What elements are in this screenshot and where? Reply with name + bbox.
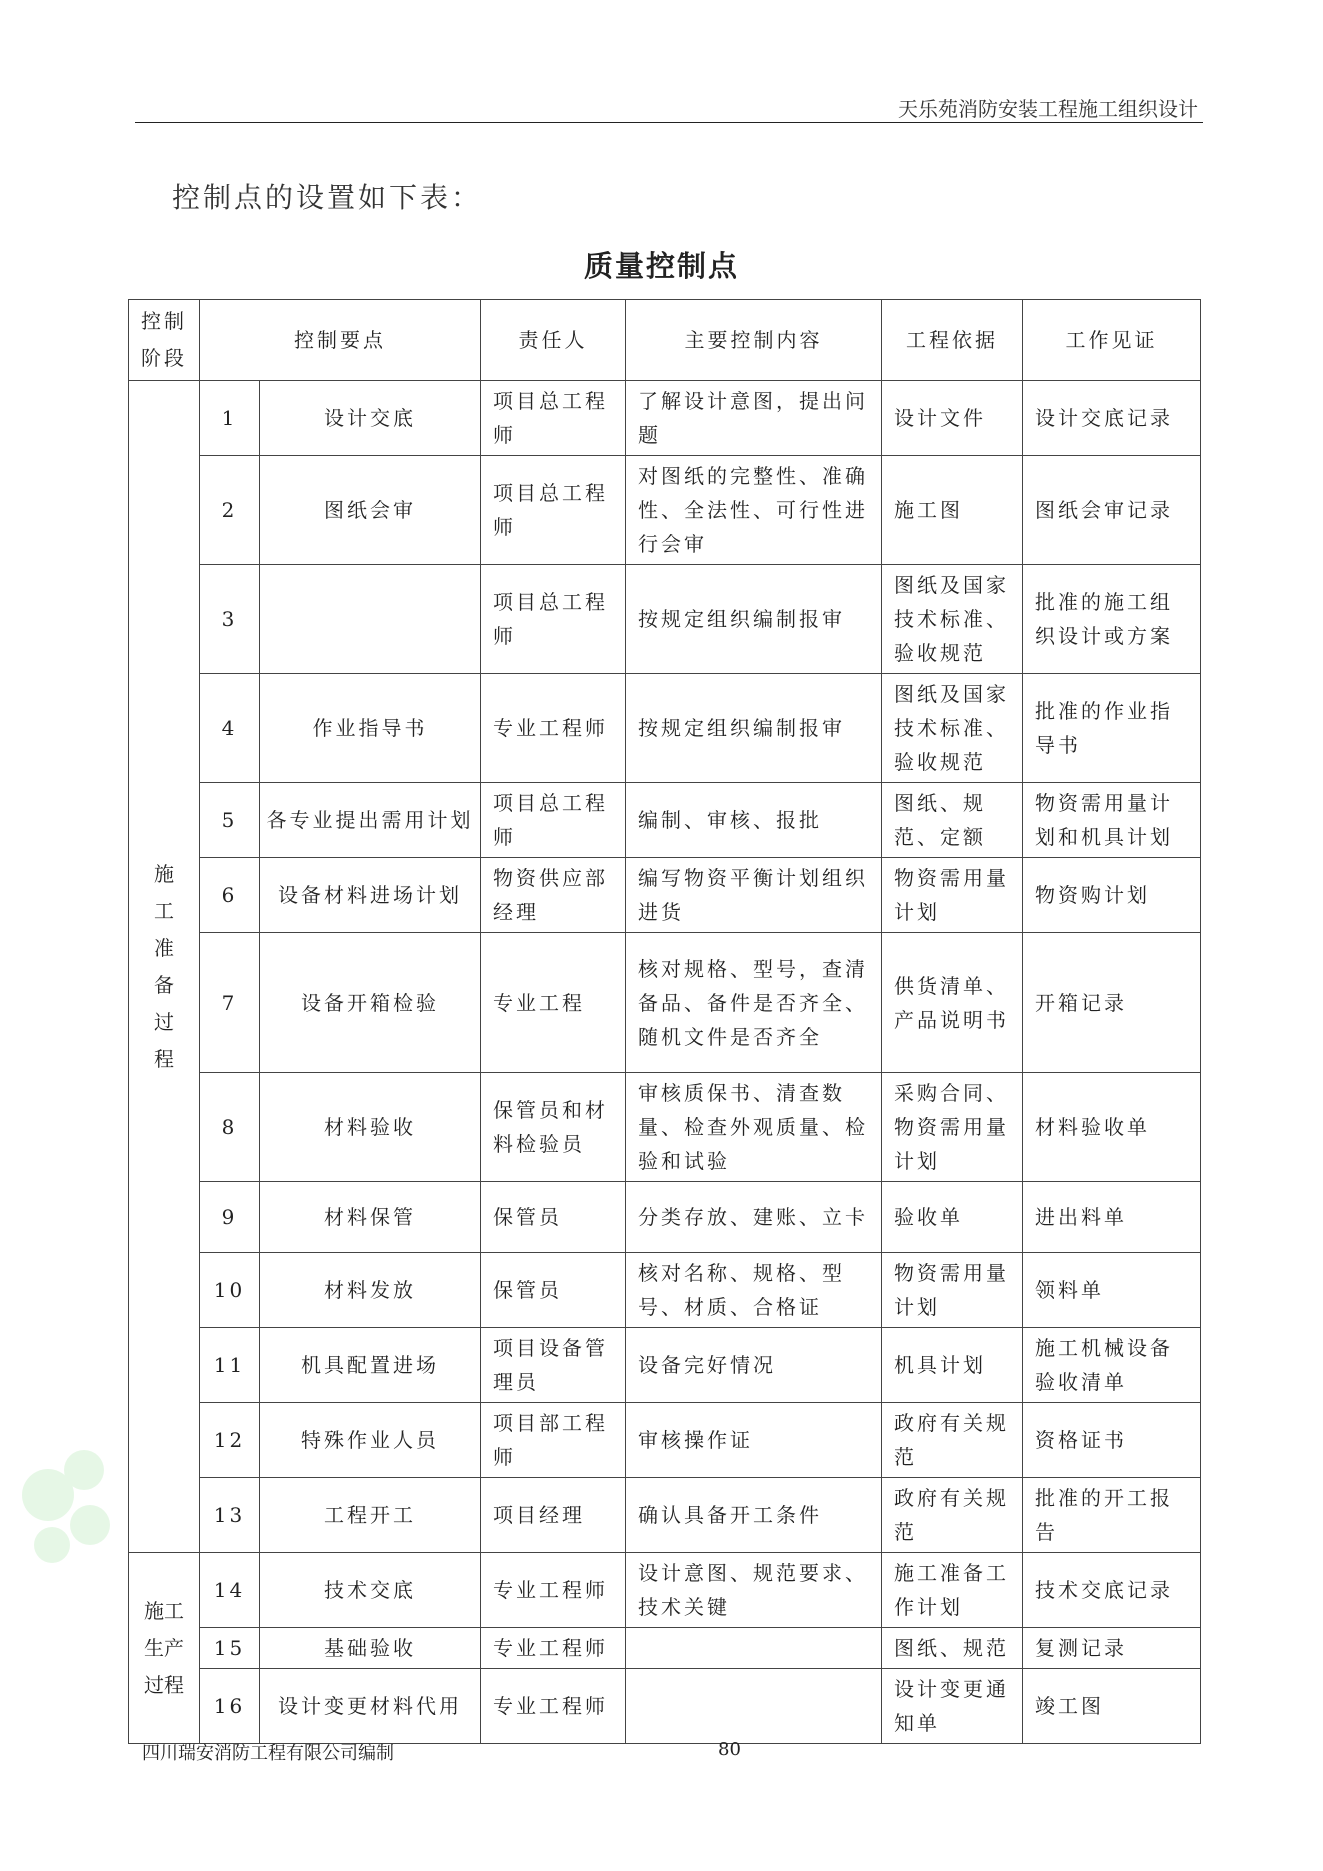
work-evidence: 批准的施工组织设计或方案 <box>1023 565 1201 674</box>
control-content: 审核质保书、清查数量、检查外观质量、检验和试验 <box>626 1073 882 1182</box>
row-number: 3 <box>200 565 260 674</box>
row-number: 4 <box>200 674 260 783</box>
engineering-basis: 机具计划 <box>882 1328 1023 1403</box>
responsible-person: 项目设备管理员 <box>481 1328 626 1403</box>
work-evidence: 领料单 <box>1023 1253 1201 1328</box>
row-number: 6 <box>200 858 260 933</box>
header-content: 主要控制内容 <box>626 300 882 381</box>
responsible-person: 项目总工程师 <box>481 565 626 674</box>
responsible-person: 专业工程师 <box>481 674 626 783</box>
work-evidence: 批准的开工报告 <box>1023 1478 1201 1553</box>
header-title: 天乐苑消防安装工程施工组织设计 <box>898 97 1198 121</box>
control-point: 材料保管 <box>260 1182 481 1253</box>
control-point: 工程开工 <box>260 1478 481 1553</box>
table-row <box>129 1328 1201 1403</box>
work-evidence: 施工机械设备验收清单 <box>1023 1328 1201 1403</box>
control-point: 基础验收 <box>260 1628 481 1669</box>
header-evidence: 工作见证 <box>1023 300 1201 381</box>
row-number: 13 <box>200 1478 260 1553</box>
control-content: 确认具备开工条件 <box>626 1478 882 1553</box>
control-point <box>260 565 481 674</box>
work-evidence: 物资购计划 <box>1023 858 1201 933</box>
row-number: 12 <box>200 1403 260 1478</box>
work-evidence: 技术交底记录 <box>1023 1553 1201 1628</box>
table-row <box>129 1553 1201 1628</box>
table-row <box>129 381 1201 456</box>
control-content: 核对名称、规格、型号、材质、合格证 <box>626 1253 882 1328</box>
responsible-person: 项目经理 <box>481 1478 626 1553</box>
control-point: 材料发放 <box>260 1253 481 1328</box>
control-point: 材料验收 <box>260 1073 481 1182</box>
row-number: 16 <box>200 1669 260 1744</box>
responsible-person: 保管员 <box>481 1253 626 1328</box>
engineering-basis: 验收单 <box>882 1182 1023 1253</box>
control-content: 设备完好情况 <box>626 1328 882 1403</box>
control-content: 审核操作证 <box>626 1403 882 1478</box>
control-content: 按规定组织编制报审 <box>626 565 882 674</box>
table-row <box>129 1478 1201 1553</box>
responsible-person: 专业工程 <box>481 933 626 1073</box>
control-point: 机具配置进场 <box>260 1328 481 1403</box>
stage-cell-preparation: 施工准备过程 <box>129 381 200 1553</box>
table-row <box>129 674 1201 783</box>
footer-company: 四川瑞安消防工程有限公司编制 <box>142 1743 394 1764</box>
table-row <box>129 783 1201 858</box>
control-point: 图纸会审 <box>260 456 481 565</box>
row-number: 2 <box>200 456 260 565</box>
control-content: 对图纸的完整性、准确性、全法性、可行性进行会审 <box>626 456 882 565</box>
control-content: 编写物资平衡计划组织进货 <box>626 858 882 933</box>
engineering-basis: 政府有关规范 <box>882 1478 1023 1553</box>
engineering-basis: 物资需用量计划 <box>882 1253 1023 1328</box>
table-row <box>129 565 1201 674</box>
row-number: 1 <box>200 381 260 456</box>
engineering-basis: 物资需用量计划 <box>882 858 1023 933</box>
work-evidence: 复测记录 <box>1023 1628 1201 1669</box>
table-row <box>129 1182 1201 1253</box>
engineering-basis: 采购合同、物资需用量计划 <box>882 1073 1023 1182</box>
responsible-person: 项目总工程师 <box>481 456 626 565</box>
row-number: 14 <box>200 1553 260 1628</box>
responsible-person: 保管员 <box>481 1182 626 1253</box>
control-content <box>626 1669 882 1744</box>
table-row <box>129 456 1201 565</box>
control-content <box>626 1628 882 1669</box>
table-header-row <box>129 300 1201 381</box>
engineering-basis: 政府有关规范 <box>882 1403 1023 1478</box>
table-row <box>129 1403 1201 1478</box>
table-row <box>129 1073 1201 1182</box>
control-point: 各专业提出需用计划 <box>260 783 481 858</box>
work-evidence: 进出料单 <box>1023 1182 1201 1253</box>
work-evidence: 资格证书 <box>1023 1403 1201 1478</box>
header-person: 责任人 <box>481 300 626 381</box>
table-row <box>129 933 1201 1073</box>
responsible-person: 项目总工程师 <box>481 381 626 456</box>
table-row <box>129 858 1201 933</box>
row-number: 10 <box>200 1253 260 1328</box>
control-content: 核对规格、型号，查清备品、备件是否齐全、随机文件是否齐全 <box>626 933 882 1073</box>
row-number: 15 <box>200 1628 260 1669</box>
responsible-person: 专业工程师 <box>481 1628 626 1669</box>
engineering-basis: 图纸及国家技术标准、验收规范 <box>882 674 1023 783</box>
responsible-person: 物资供应部经理 <box>481 858 626 933</box>
stage-cell-production: 施工生产过程 <box>129 1553 200 1744</box>
work-evidence: 设计交底记录 <box>1023 381 1201 456</box>
table-row <box>129 1253 1201 1328</box>
intro-text: 控制点的设置如下表： <box>172 181 483 214</box>
engineering-basis: 施工准备工作计划 <box>882 1553 1023 1628</box>
row-number: 11 <box>200 1328 260 1403</box>
work-evidence: 批准的作业指导书 <box>1023 674 1201 783</box>
engineering-basis: 设计文件 <box>882 381 1023 456</box>
control-point: 作业指导书 <box>260 674 481 783</box>
page-number: 80 <box>718 1739 741 1760</box>
table-row <box>129 1628 1201 1669</box>
row-number: 7 <box>200 933 260 1073</box>
control-content: 了解设计意图，提出问题 <box>626 381 882 456</box>
work-evidence: 物资需用量计划和机具计划 <box>1023 783 1201 858</box>
control-point: 设计变更材料代用 <box>260 1669 481 1744</box>
control-content: 分类存放、建账、立卡 <box>626 1182 882 1253</box>
row-number: 8 <box>200 1073 260 1182</box>
control-point: 设计交底 <box>260 381 481 456</box>
control-point: 技术交底 <box>260 1553 481 1628</box>
row-number: 9 <box>200 1182 260 1253</box>
control-content: 编制、审核、报批 <box>626 783 882 858</box>
engineering-basis: 供货清单、产品说明书 <box>882 933 1023 1073</box>
header-divider <box>135 122 1203 123</box>
engineering-basis: 设计变更通知单 <box>882 1669 1023 1744</box>
work-evidence: 竣工图 <box>1023 1669 1201 1744</box>
work-evidence: 图纸会审记录 <box>1023 456 1201 565</box>
engineering-basis: 施工图 <box>882 456 1023 565</box>
responsible-person: 项目部工程师 <box>481 1403 626 1478</box>
responsible-person: 专业工程师 <box>481 1669 626 1744</box>
responsible-person: 保管员和材料检验员 <box>481 1073 626 1182</box>
control-content: 按规定组织编制报审 <box>626 674 882 783</box>
engineering-basis: 图纸、规范 <box>882 1628 1023 1669</box>
control-content: 设计意图、规范要求、技术关键 <box>626 1553 882 1628</box>
work-evidence: 开箱记录 <box>1023 933 1201 1073</box>
header-point: 控制要点 <box>200 300 481 381</box>
engineering-basis: 图纸及国家技术标准、验收规范 <box>882 565 1023 674</box>
work-evidence: 材料验收单 <box>1023 1073 1201 1182</box>
control-point: 设备开箱检验 <box>260 933 481 1073</box>
control-point: 特殊作业人员 <box>260 1403 481 1478</box>
table-title: 质量控制点 <box>583 249 739 283</box>
row-number: 5 <box>200 783 260 858</box>
control-point: 设备材料进场计划 <box>260 858 481 933</box>
responsible-person: 专业工程师 <box>481 1553 626 1628</box>
header-basis: 工程依据 <box>882 300 1023 381</box>
responsible-person: 项目总工程师 <box>481 783 626 858</box>
table-row <box>129 1669 1201 1744</box>
engineering-basis: 图纸、规范、定额 <box>882 783 1023 858</box>
quality-control-table <box>128 299 1201 1744</box>
header-stage: 控制阶段 <box>129 300 200 381</box>
